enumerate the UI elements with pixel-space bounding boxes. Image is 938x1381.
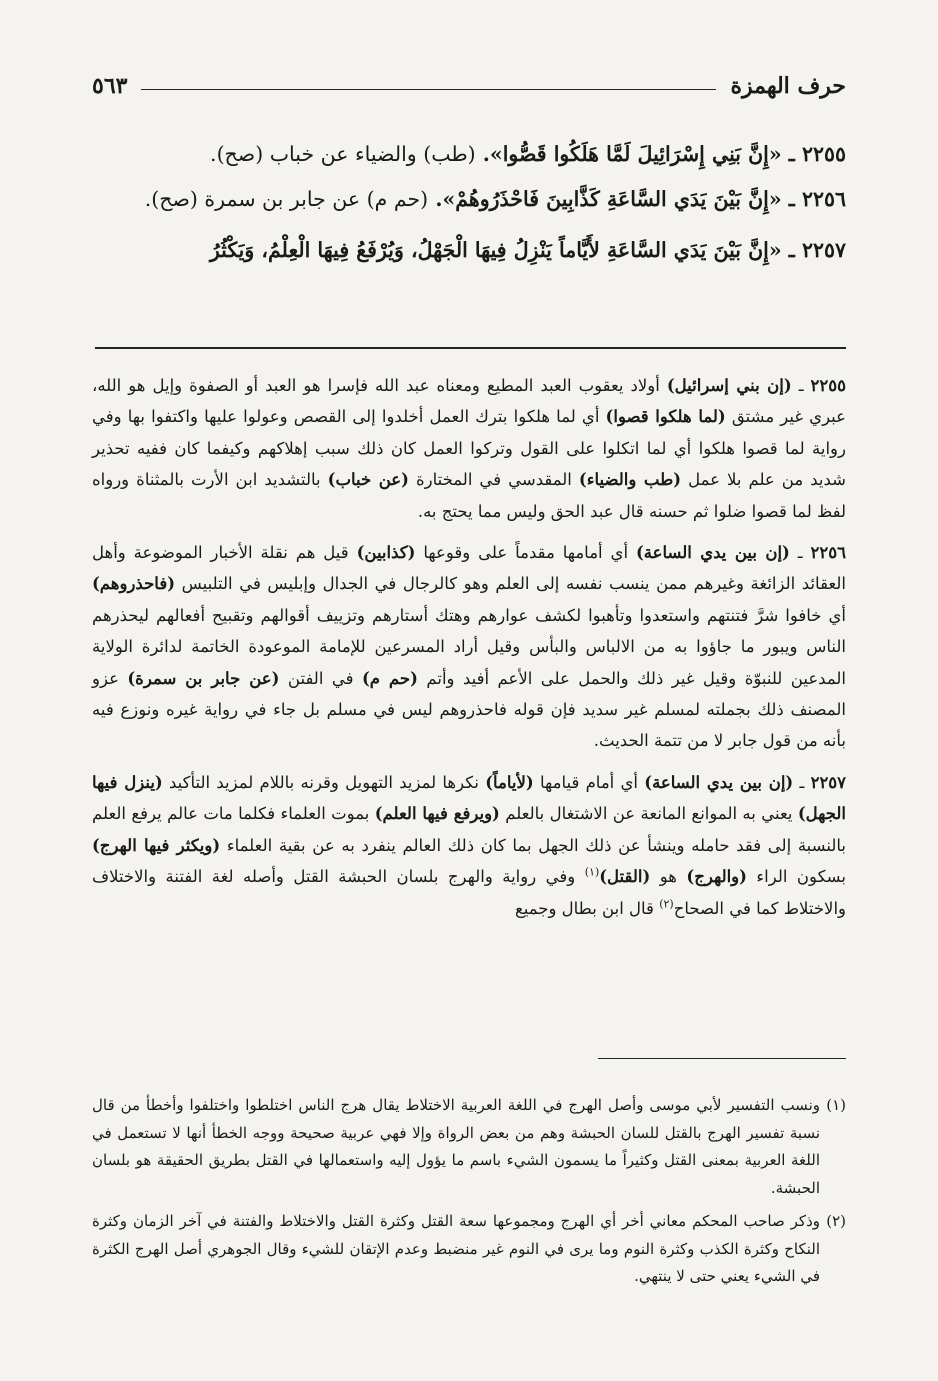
hadith-number: ٢٢٥٦: [801, 187, 846, 211]
footnote-text: ونسب التفسير لأبي موسى وأصل الهرج في اللغة العربية الاختلاط يقال هرج الناس اختلطوا واختلفوا وأخطأ من قال نسبة تفسير الهرج بالقتل للسان الحبشة وهم من بعض الرواة وإلا فهي عربية صحيحة ووجه الخطأ أنها لا تستعمل في اللغة العربية بمعنى القتل وكثيراً ما يسمون الشيء باسم ما يؤول إليه واستعمالها في القتل بطريق الحقيقة هو بلسان الحبشة.: [92, 1096, 820, 1197]
commentary-text: أي أمامها مقدماً على وقوعها: [415, 543, 636, 563]
hadith-entry: ٢٢٥٦ ـ «إِنَّ بَيْنَ يَدَي السَّاعَةِ كَذَّابِينَ فَاحْذَرُوهُمْ». (حم م) عن جابر بن سمرة (صح).: [144, 187, 846, 211]
hadith-entry: ٢٢٥٧ ـ «إِنَّ بَيْنَ يَدَي السَّاعَةِ لأَيَّاماً يَنْزِلُ فِيهَا الْجَهْلُ، وَيُرْفَعُ فِيهَا الْعِلْمُ، وَيَكْثُرُ: [209, 238, 846, 262]
hadith-text: «إِنَّ بَيْنَ يَدَي السَّاعَةِ لأَيَّاماً يَنْزِلُ فِيهَا الْجَهْلُ، وَيُرْفَعُ فِيهَا الْعِلْمُ، وَيَكْثُرُ: [209, 238, 782, 262]
hadith-source: (طب) والضياء عن خباب (صح).: [210, 142, 476, 166]
commentary-text: أولاد يعقوب العبد المطيع ومعناه عبد الله فإسرا هو العبد أو الصفوة وإيل هو الله، عبري غير مشتق: [92, 376, 847, 427]
hadith-number: ٢٢٥٥: [801, 142, 846, 166]
commentary-number: ٢٢٥٧: [810, 772, 847, 792]
commentary-lemma: (ينزل فيها الجهل): [92, 772, 847, 824]
commentary-text: هو: [650, 867, 687, 887]
commentary-lemma: (طب والضياء): [578, 470, 682, 490]
commentary-text: قيل هم نقلة الأخبار الموضوعة وأهل العقائد الزائغة وغيرهم ممن ينسب نفسه إلى العلم وهو كالرجال في الجدال وإبليس في التلبيس: [92, 543, 846, 594]
commentary-text: بسكون الراء: [746, 867, 846, 887]
hadith-text: «إِنَّ بَيْنَ يَدَي السَّاعَةِ كَذَّابِينَ فَاحْذَرُوهُمْ».: [435, 187, 782, 211]
hadith-text: «إِنَّ بَنِي إِسْرَائِيلَ لَمَّا هَلَكُوا قَصُّوا».: [482, 142, 782, 166]
hadith-number: ٢٢٥٧: [801, 238, 846, 262]
commentary-text: أي لما هلكوا بترك العمل أخلدوا إلى القصص وعولوا عليها واكتفوا بها وفي رواية لما قصوا هلكوا أي لما اتكلوا على القول وتركوا العمل كان ذلك سبب إهلاكهم وكيفما كان ففيه تحذير شديد من علم بلا عمل: [92, 407, 846, 490]
commentary-lemma: (ويكثر فيها الهرج): [92, 835, 221, 855]
commentary-paragraph: ٢٢٥٥ ـ (إن بني إسرائيل) أولاد يعقوب العبد المطيع ومعناه عبد الله فإسرا هو العبد أو الصفوة وإيل هو الله، عبري غير مشتق (لما هلكوا قصوا) أي لما هلكوا بترك العمل أخلدوا إلى القصص وعولوا عليها واكتفوا بها وفي رواية لما قصوا هلكوا أي لما اتكلوا على القول وتركوا العمل كان ذلك سبب إهلاكهم وكيفما كان ففيه تحذير شديد من علم بلا عمل (طب والضياء) المقدسي في المختارة (عن خباب) بالتشديد ابن الأرت بالمثناة ورواه لفظ لما قصوا ضلوا ثم حسنه قال عبد الحق وليس مما يحتج به.: [92, 376, 847, 521]
commentary-block: [92, 370, 846, 934]
footnote-ref: (١): [584, 865, 600, 879]
footnote-number: (٢): [826, 1212, 846, 1230]
page-header: [92, 66, 846, 106]
commentary-text: أي خافوا شرَّ فتنتهم واستعدوا وتأهبوا لكشف عوارهم وهتك أستارهم وتزييف أقوالهم وتقبيح أفعالهم ليحذرهم الناس ويبور ما جاؤوا به من الالباس والبأس وقيل أراد المسرعين للإمامة الموعودة الخاتمة لدائرة الولاية المدعين للنبوّة وقيل غير ذلك والحمل على الأعم أفيد وأتم: [92, 605, 846, 688]
commentary-lemma: (عن جابر بن سمرة): [127, 668, 280, 688]
commentary-number: ٢٢٥٦: [810, 543, 846, 563]
section-divider: [95, 347, 846, 349]
header-rule: [141, 89, 716, 90]
commentary-lemma: (حم م): [361, 668, 418, 688]
commentary-lemma: (والهرج): [686, 867, 747, 887]
hadith-entry: ٢٢٥٥ ـ «إِنَّ بَنِي إِسْرَائِيلَ لَمَّا هَلَكُوا قَصُّوا». (طب) والضياء عن خباب (صح).: [210, 142, 846, 166]
footnotes-block: [92, 1092, 846, 1297]
commentary-lemma: (القتل): [599, 867, 651, 887]
commentary-paragraph: ٢٢٥٧ ـ (إن بين يدي الساعة) أي أمام قيامها (لأياماً) نكرها لمزيد التهويل وقرنه باللام لمزيد التأكيد (ينزل فيها الجهل) يعني به الموانع المانعة عن الاشتغال بالعلم (ويرفع فيها العلم) بموت العلماء فكلما مات عالم يرفع العلم بالنسبة إلى فقد حامله وينشأ عن ذلك الجهل بما كان ذلك العالم ينفرد به عن بقية العلماء (ويكثر فيها الهرج) بسكون الراء (والهرج) هو (القتل)$^{(١)}$ وفي رواية والهرج بلسان الحبشة القتل وأصله لغة الفتنة والاختلاف والاختلاط كما في الصحاح$^{(٢)}$ قال ابن بطال وجميع: [92, 772, 847, 918]
commentary-number: ٢٢٥٥: [810, 376, 846, 395]
commentary-text: عزو المصنف ذلك بجملته لمسلم غير سديد فإن قوله فاحذروهم ليس في مسلم بل جاء في رواية غيره ونوزع فيه بأنه من قول جابر لا من تتمة الحديث.: [92, 668, 846, 751]
footnote-number: (١): [826, 1096, 846, 1114]
footnote-ref: (٢): [659, 897, 674, 910]
commentary-lemma: (إن بني إسرائيل): [666, 376, 792, 395]
footnote-text: وذكر صاحب المحكم معاني أخر أي الهرج ومجموعها سعة القتل وكثرة القتل والاختلاط والفتنة في آخر الزمان وكثرة النكاح وكثرة الكذب وكثرة النوم وما يرى في النوم غير منضبط وعدم الإتقان للشيء وقال الجوهري أصل الهرج الكثرة في الشيء يعني حتى لا ينتهي.: [92, 1212, 820, 1285]
footnote-divider: [598, 1058, 846, 1059]
page-number: ٥٦٣: [92, 73, 128, 99]
commentary-lemma: (إن بين يدي الساعة): [635, 543, 790, 563]
commentary-lemma: (عن خباب): [327, 470, 409, 490]
commentary-lemma: (كذابين): [356, 543, 416, 563]
commentary-text: في الفتن: [279, 668, 362, 688]
commentary-text: قال ابن بطال وجميع: [514, 898, 660, 918]
hadith-source: (حم م) عن جابر بن سمرة (صح).: [144, 187, 429, 211]
commentary-text: يعني به الموانع المانعة عن الاشتغال بالعلم: [499, 804, 798, 824]
running-title: حرف الهمزة: [730, 73, 846, 99]
commentary-text: نكرها لمزيد التهويل وقرنه باللام لمزيد التأكيد: [162, 772, 486, 792]
commentary-lemma: (لما هلكوا قصوا): [605, 407, 726, 427]
commentary-lemma: (إن بين يدي الساعة): [644, 772, 794, 792]
hadith-text-block: [95, 132, 846, 272]
commentary-lemma: (فاحذروهم): [92, 574, 176, 594]
footnote: [92, 1208, 846, 1291]
commentary-text: المقدسي في المختارة: [408, 470, 579, 490]
commentary-text: بموت العلماء فكلما مات عالم يرفع العلم بالنسبة إلى فقد حامله وينشأ عن ذلك الجهل بما كان ذلك العالم ينفرد به عن بقية العلماء: [92, 804, 846, 855]
commentary-lemma: (ويرفع فيها العلم): [374, 804, 500, 824]
commentary-paragraph: ٢٢٥٦ ـ (إن بين يدي الساعة) أي أمامها مقدماً على وقوعها (كذابين) قيل هم نقلة الأخبار الموضوعة وأهل العقائد الزائغة وغيرهم ممن ينسب نفسه إلى العلم وهو كالرجال في الجدال وإبليس في التلبيس (فاحذروهم) أي خافوا شرَّ فتنتهم واستعدوا وتأهبوا لكشف عوارهم وهتك أستارهم وتزييف أقوالهم وتقبيح أفعالهم ليحذرهم الناس ويبور ما جاؤوا به من الالباس والبأس وقيل أراد المسرعين للإمامة الموعودة الخاتمة لدائرة الولاية المدعين للنبوّة وقيل غير ذلك والحمل على الأعم أفيد وأتم (حم م) في الفتن (عن جابر بن سمرة) عزو المصنف ذلك بجملته لمسلم غير سديد فإن قوله فاحذروهم ليس في مسلم بل جاء في رواية غيره ونوزع فيه بأنه من قول جابر لا من تتمة الحديث.: [92, 543, 846, 751]
footnote: [92, 1092, 846, 1202]
commentary-text: بالتشديد ابن الأرت بالمثناة ورواه لفظ لما قصوا ضلوا ثم حسنه قال عبد الحق وليس مما يحتج به.: [92, 470, 846, 521]
commentary-lemma: (لأياماً): [485, 772, 534, 792]
commentary-text: وفي رواية والهرج بلسان الحبشة القتل وأصله لغة الفتنة والاختلاف والاختلاط كما في الصحاح: [92, 867, 846, 918]
commentary-text: أي أمام قيامها: [533, 772, 645, 792]
